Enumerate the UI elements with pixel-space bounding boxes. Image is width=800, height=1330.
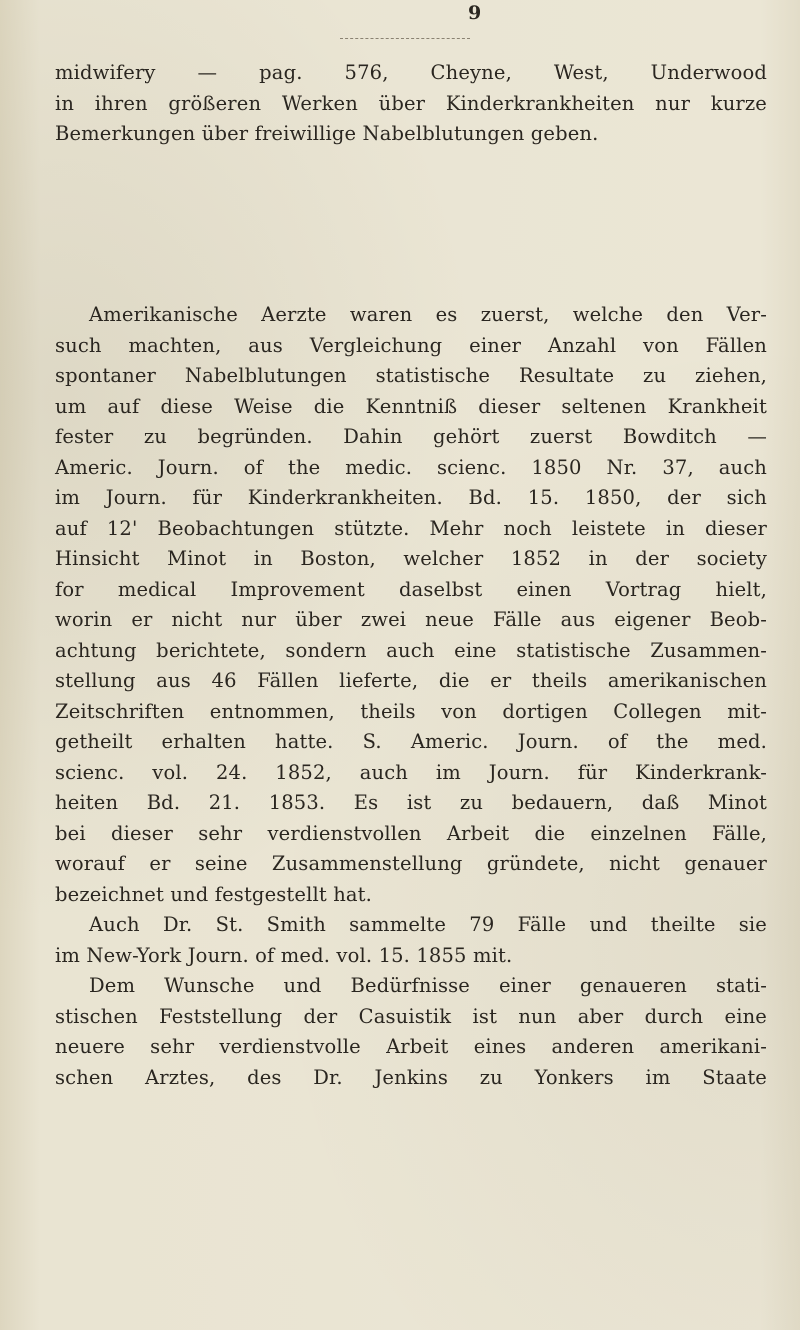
text-line: Zeitschriften entnommen, theils von dortigen Collegen mit- [55,699,767,723]
header-divider [340,38,470,39]
text-line: stellung aus 46 Fällen lieferte, die er theils amerikanischen [55,669,767,692]
paragraph-american-physicians [55,300,767,1093]
text-line: scienc. vol. 24. 1852, auch im Journ. für Kinderkrank- [55,760,767,784]
text-line: im Journ. für Kinderkrankheiten. Bd. 15. 1850, der sich [55,486,767,509]
text-line: stischen Feststellung der Casuistik ist nun aber durch eine [55,1004,767,1028]
text-line: worauf er seine Zusammenstellung gründete, nicht genauer [55,852,767,875]
text-line: midwifery — pag. 576, Cheyne, West, Underwood [55,61,767,84]
text-line: auf 12' Beobachtungen stützte. Mehr noch leistete in dieser [55,516,767,540]
text-line: Amerikanische Aerzte waren es zuerst, welche den Ver- [89,303,767,326]
text-line: im New-York Journ. of med. vol. 15. 1855 mit. [55,943,513,967]
text-line: heiten Bd. 21. 1853. Es ist zu bedauern, daß Minot [55,791,767,814]
text-line: Auch Dr. St. Smith sammelte 79 Fälle und theilte sie [89,913,767,936]
text-line: spontaner Nabelblutungen statistische Resultate zu ziehen, [55,364,767,387]
text-line: fester zu begründen. Dahin gehört zuerst Bowditch — [55,425,767,448]
text-line: getheilt erhalten hatte. S. Americ. Journ. of the med. [55,730,767,753]
paragraph-continuation [55,58,767,150]
page-number: 9 [468,2,483,24]
text-line: Bemerkungen über freiwillige Nabelblutungen geben. [55,122,599,145]
text-line: achtung berichtete, sondern auch eine statistische Zusammen- [55,638,767,662]
text-line: Americ. Journ. of the medic. scienc. 1850 Nr. 37, auch [55,455,767,479]
text-line: bei dieser sehr verdienstvollen Arbeit die einzelnen Fälle, [55,821,767,845]
text-line: such machten, aus Vergleichung einer Anzahl von Fällen [55,333,767,357]
text-line: worin er nicht nur über zwei neue Fälle aus eigener Beob- [55,608,767,631]
text-line: neuere sehr verdienstvolle Arbeit eines anderen amerikani- [55,1035,767,1058]
text-line: in ihren größeren Werken über Kinderkrankheiten nur kurze [55,91,767,115]
text-line: bezeichnet und festgestellt hat. [55,882,373,906]
text-line: Dem Wunsche und Bedürfnisse einer genaueren stati- [89,974,767,997]
text-line: for medical Improvement daselbst einen Vortrag hielt, [55,577,767,601]
text-line: Hinsicht Minot in Boston, welcher 1852 in der society [55,547,767,570]
text-line: um auf diese Weise die Kenntniß dieser seltenen Krankheit [55,394,767,418]
text-line: schen Arztes, des Dr. Jenkins zu Yonkers im Staate [55,1065,767,1089]
